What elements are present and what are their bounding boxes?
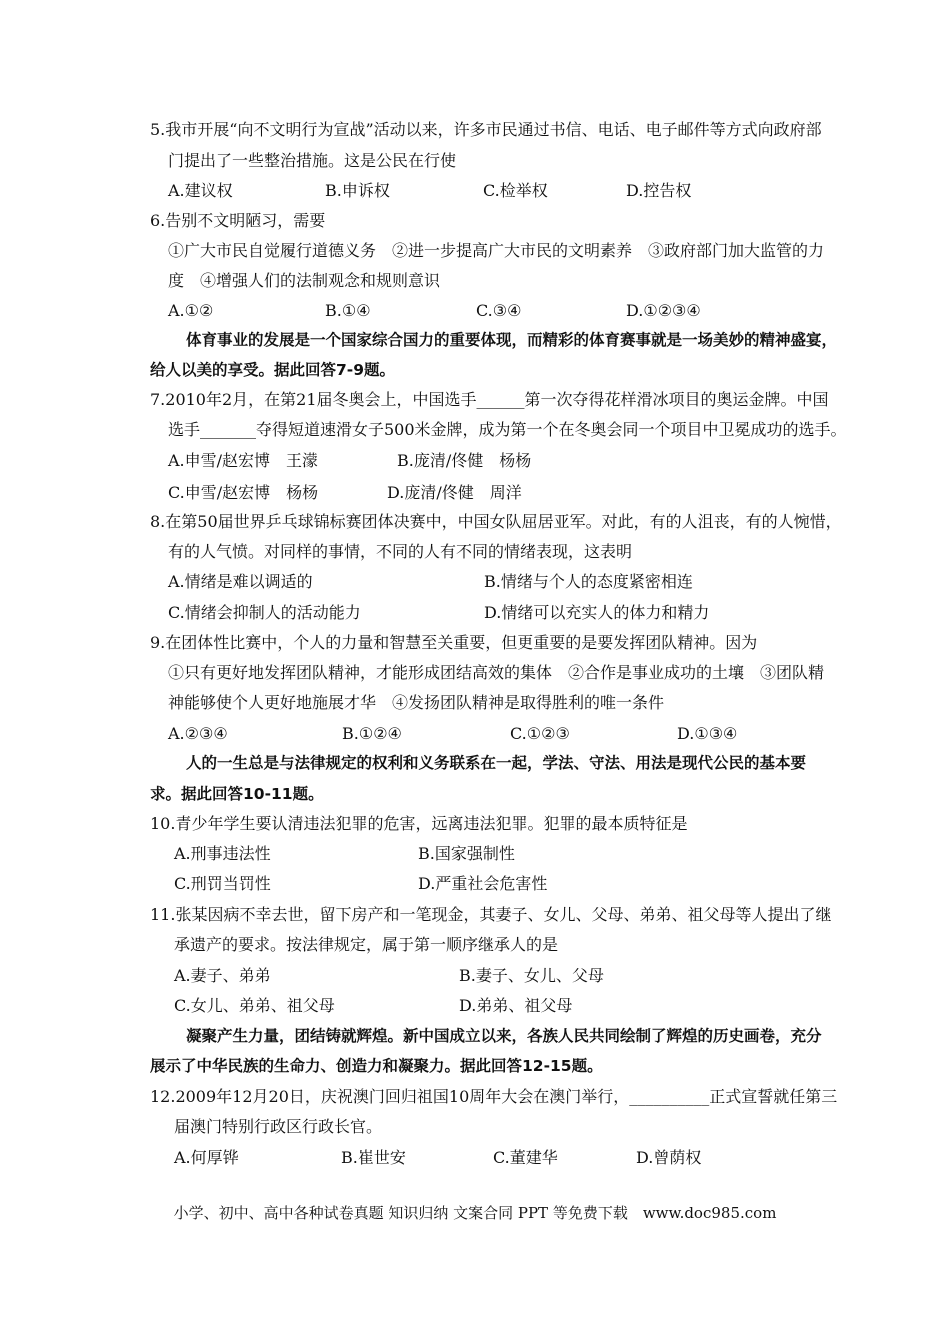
q7-option-b: B.庞清/佟健 杨杨 [397,451,532,470]
q8-option-d: D.情绪可以充实人的体力和精力 [484,603,710,622]
intro-7-9-line1: 体育事业的发展是一个国家综合国力的重要体现，而精彩的体育赛事就是一场美妙的精神盛宴， [186,331,838,349]
q12-stem-line1: 12.2009年12月20日，庆祝澳门回归祖国10周年大会在澳门举行，__________正式宣誓就任第三 [150,1087,838,1106]
q6-stem-line1: 6.告别不文明陋习，需要 [150,211,326,230]
q10-option-d: D.严重社会危害性 [418,874,548,893]
q7-option-a: A.申雪/赵宏博 王濛 [168,451,319,470]
q8-option-a: A.情绪是难以调适的 [168,572,313,591]
q5-stem-line2: 门提出了一些整治措施。这是公民在行使 [168,151,457,170]
q11-option-a: A.妻子、弟弟 [174,966,271,985]
q9-option-a: A.②③④ [168,724,228,743]
q12-option-a: A.何厚铧 [174,1148,239,1167]
q11-option-b: B.妻子、女儿、父母 [459,966,604,985]
q12-stem-line2: 届澳门特别行政区行政长官。 [174,1117,383,1136]
q5-option-c: C.检举权 [483,181,548,200]
q10-option-b: B.国家强制性 [418,844,515,863]
intro-10-11-line2: 求。据此回答10-11题。 [150,785,324,803]
q11-option-d: D.弟弟、祖父母 [459,996,573,1015]
q12-option-b: B.崔世安 [341,1148,406,1167]
q5-stem-line1: 5.我市开展“向不文明行为宣战”活动以来，许多市民通过书信、电话、电子邮件等方式向政府部 [150,120,822,139]
q10-stem: 10.青少年学生要认清违法犯罪的危害，远离违法犯罪。犯罪的最本质特征是 [150,814,688,833]
q9-stem-line2: ①只有更好地发挥团队精神，才能形成团结高效的集体 ②合作是事业成功的土壤 ③团队精 [168,663,825,682]
q6-stem-line3: 度 ④增强人们的法制观念和规则意识 [168,271,441,290]
q9-option-d: D.①③④ [677,724,738,743]
intro-7-9-line2: 给人以美的享受。据此回答7-9题。 [150,361,396,379]
q9-stem-line1: 9.在团体性比赛中，个人的力量和智慧至关重要，但更重要的是要发挥团队精神。因为 [150,633,758,652]
q8-option-c: C.情绪会抑制人的活动能力 [168,603,361,622]
q9-option-b: B.①②④ [342,724,402,743]
intro-12-15-line2: 展示了中华民族的生命力、创造力和凝聚力。据此回答12-15题。 [150,1057,603,1075]
intro-10-11-line1: 人的一生总是与法律规定的权利和义务联系在一起，学法、守法、用法是现代公民的基本要 [186,754,807,772]
q6-option-c: C.③④ [476,301,522,320]
q9-stem-line3: 神能够使个人更好地施展才华 ④发扬团队精神是取得胜利的唯一条件 [168,693,665,712]
q5-option-b: B.申诉权 [325,181,390,200]
q12-option-c: C.董建华 [493,1148,558,1167]
q6-option-b: B.①④ [325,301,371,320]
q6-stem-line2: ①广大市民自觉履行道德义务 ②进一步提高广大市民的文明素养 ③政府部门加大监管的力 [168,241,825,260]
q7-stem-line2: 选手_______夺得短道速滑女子500米金牌，成为第一个在冬奥会同一个项目中卫冕成功的选手。 [168,420,847,439]
q6-option-a: A.①② [168,301,214,320]
q7-option-c: C.申雪/赵宏博 杨杨 [168,483,319,502]
q5-option-d: D.控告权 [626,181,692,200]
q11-option-c: C.女儿、弟弟、祖父母 [174,996,335,1015]
q11-stem-line1: 11.张某因病不幸去世，留下房产和一笔现金，其妻子、女儿、父母、弟弟、祖父母等人提出了继 [150,905,832,924]
q7-option-d: D.庞清/佟健 周洋 [387,483,522,502]
intro-12-15-line1: 凝聚产生力量，团结铸就辉煌。新中国成立以来，各族人民共同绘制了辉煌的历史画卷，充分 [186,1027,822,1045]
q8-stem-line1: 8.在第50届世界乒乓球锦标赛团体决赛中，中国女队屈居亚军。对此，有的人沮丧，有的人惋惜， [150,512,842,531]
q12-option-d: D.曾荫权 [636,1148,702,1167]
q8-option-b: B.情绪与个人的态度紧密相连 [484,572,693,591]
q8-stem-line2: 有的人气愤。对同样的事情，不同的人有不同的情绪表现，这表明 [168,542,633,561]
page-footer: 小学、初中、高中各种试卷真题 知识归纳 文案合同 PPT 等免费下载 www.doc985.com [173,1204,777,1222]
q9-option-c: C.①②③ [510,724,570,743]
q11-stem-line2: 承遗产的要求。按法律规定，属于第一顺序继承人的是 [174,935,559,954]
q7-stem-line1: 7.2010年2月，在第21届冬奥会上，中国选手______第一次夺得花样滑冰项目的奥运金牌。中国 [150,390,829,409]
q10-option-a: A.刑事违法性 [174,844,271,863]
q10-option-c: C.刑罚当罚性 [174,874,271,893]
q6-option-d: D.①②③④ [626,301,701,320]
q5-option-a: A.建议权 [168,181,233,200]
